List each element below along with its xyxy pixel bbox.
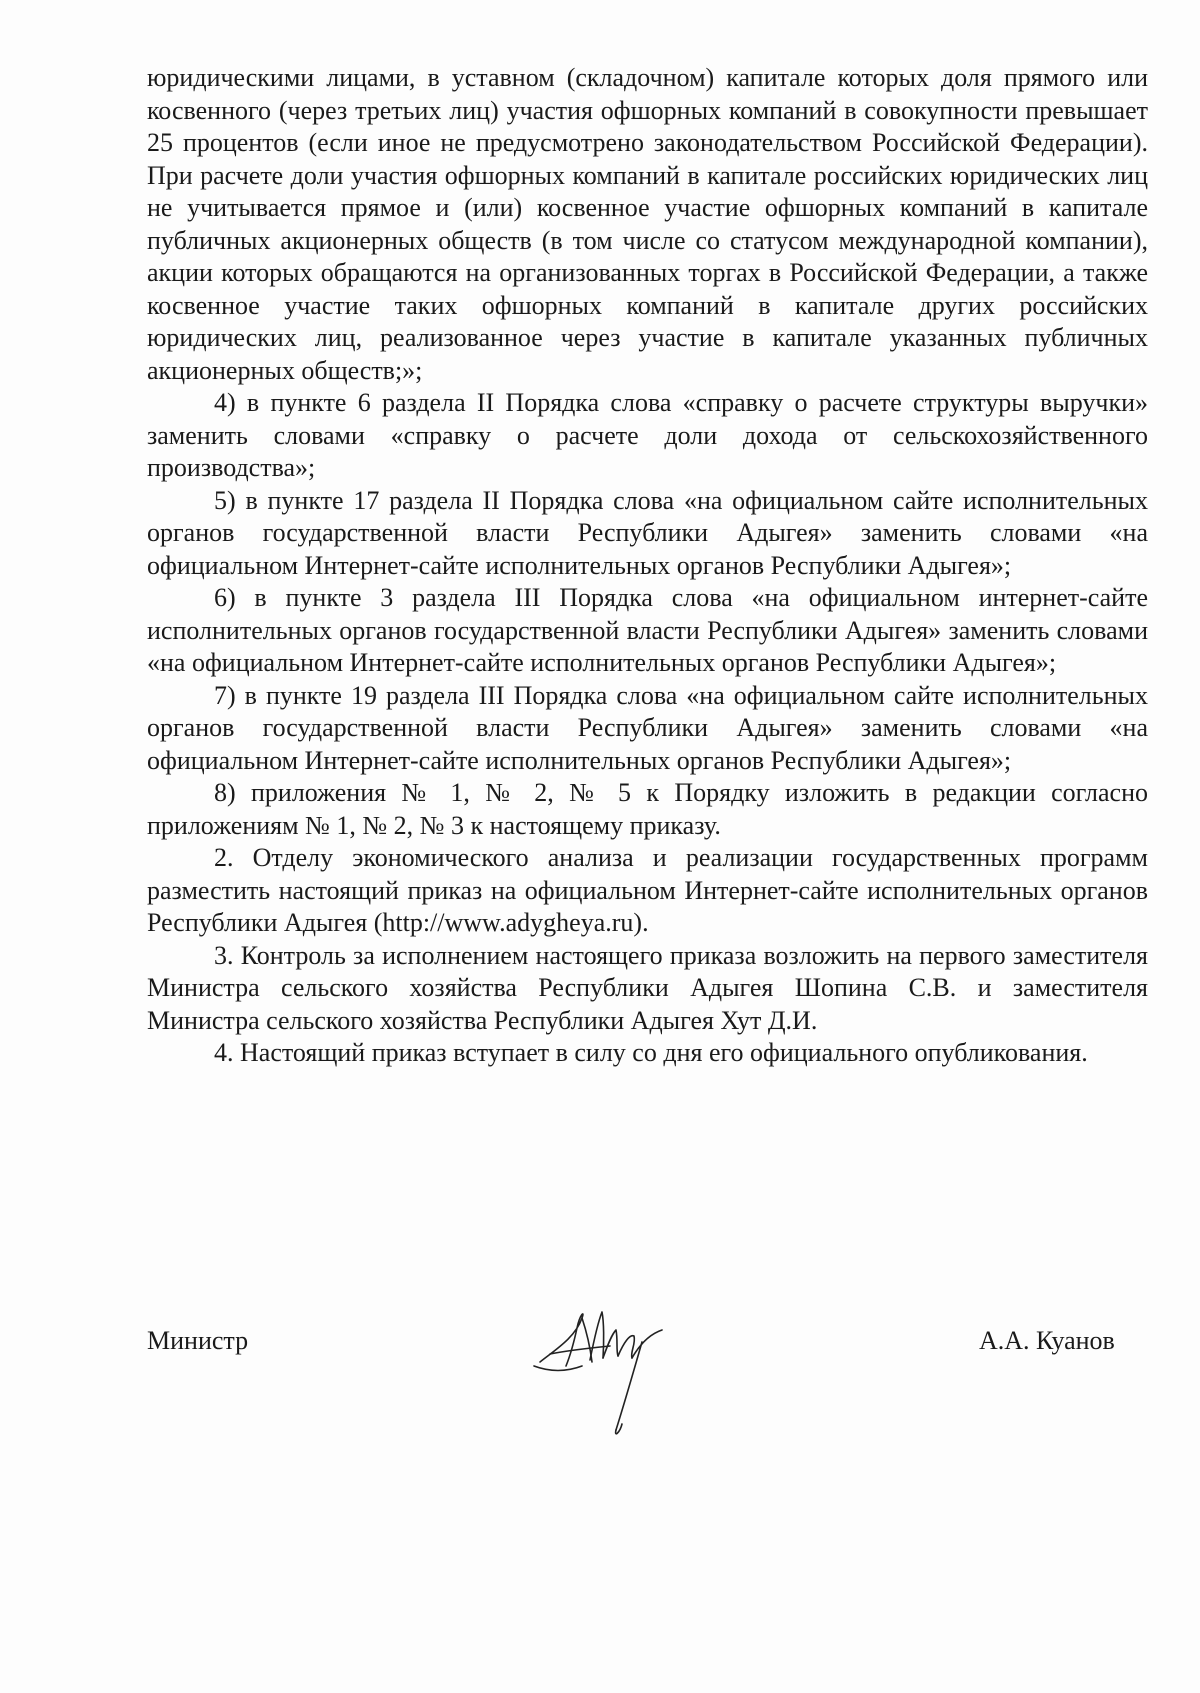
paragraph-continuation: юридическими лицами, в уставном (складочном) капитале которых доля прямого или косвенного (через третьих лиц) участия офшорных компаний в совокупности превышает 25 процентов (если иное не предусмотрено законодательством Российской Федерации). При расчете доли участия офшорных компаний в капитале российских юридических лиц не учитывается прямое и (или) косвенное участие офшорных компаний в капитале публичных акционерных обществ (в том числе со статусом международной компании), акции которых обращаются на организованных торгах в Российской Федерации, а также косвенное участие таких офшорных компаний в капитале других российских юридических лиц, реализованное через участие в капитале указанных публичных акционерных обществ;»; — [147, 63, 1148, 385]
signatory-title: Министр — [147, 1326, 249, 1355]
handwritten-signature — [530, 1300, 710, 1445]
paragraph-item-4: 4) в пункте 6 раздела II Порядка слова «справку о расчете структуры выручки» заменить словами «справку о расчете доли дохода от сельскохозяйственного производства»; — [147, 388, 1148, 482]
paragraph-item-6: 6) в пункте 3 раздела III Порядка слова «на официальном интернет-сайте исполнительных органов государственной власти Республики Адыгея» заменить словами «на официальном Интернет-сайте исполнительных органов Республики Адыгея»; — [147, 583, 1148, 677]
paragraph-item-8: 8) приложения № 1, № 2, № 5 к Порядку изложить в редакции согласно приложениям № 1, № 2, № 3 к настоящему приказу. — [147, 778, 1148, 840]
paragraph-clause-4: 4. Настоящий приказ вступает в силу со дня его официального опубликования. — [214, 1038, 1088, 1067]
paragraph-item-5: 5) в пункте 17 раздела II Порядка слова «на официальном сайте исполнительных органов государственной власти Республики Адыгея» заменить словами «на официальном Интернет-сайте исполнительных органов Республики Адыгея»; — [147, 485, 1148, 580]
paragraph-item-7: 7) в пункте 19 раздела III Порядка слова «на официальном сайте исполнительных органов государственной власти Республики Адыгея» заменить словами «на официальном Интернет-сайте исполнительных органов Республики Адыгея»; — [147, 680, 1148, 775]
paragraph-clause-3: 3. Контроль за исполнением настоящего приказа возложить на первого заместителя Министра сельского хозяйства Республики Адыгея Шопина С.В. и заместителя Министра сельского хозяйства Республики Адыгея Хут Д.И. — [147, 940, 1148, 1035]
document-body — [147, 62, 1148, 1070]
signatory-name: А.А. Куанов — [979, 1326, 1115, 1355]
paragraph-clause-2: 2. Отделу экономического анализа и реализации государственных программ разместить настоящий приказ на официальном Интернет-сайте исполнительных органов Республики Адыгея (http://www.adygheya.ru). — [147, 843, 1148, 937]
